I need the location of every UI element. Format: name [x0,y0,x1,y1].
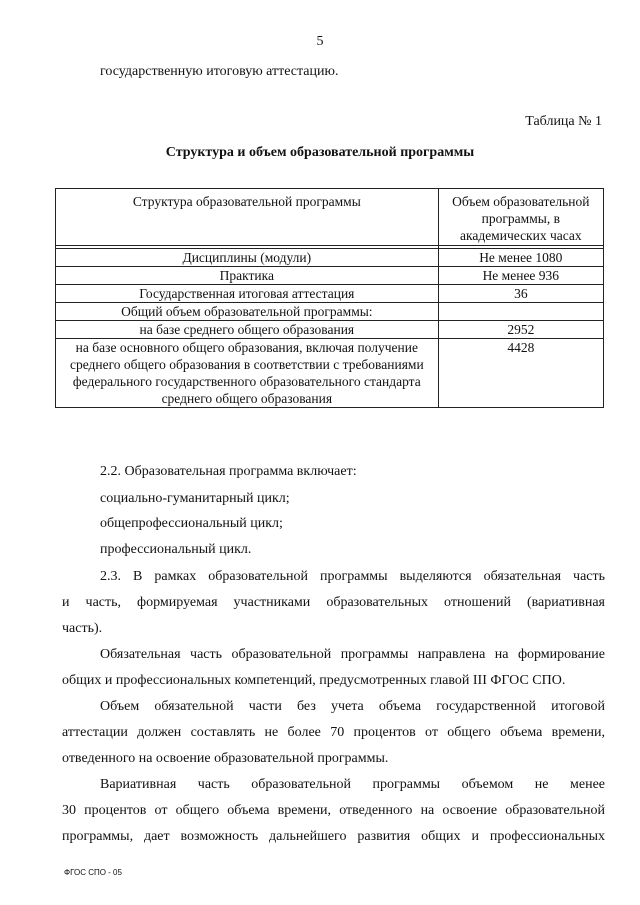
variative-paragraph-line: Вариативная часть образовательной программы объемом не менее [100,777,605,792]
section-2-3-line: часть). [62,621,103,636]
row-volume: Не менее 936 [438,267,603,285]
table-header-row [56,189,604,246]
row-volume: 4428 [438,339,603,408]
table-label: Таблица № 1 [525,114,602,129]
volume-paragraph-line: Объем обязательной части без учета объема государственной итоговой [100,699,605,714]
table-row [56,321,604,339]
section-2-3-line: и часть, формируемая участниками образовательных отношений (вариативная [62,595,605,610]
row-structure: Практика [56,267,439,285]
page-number: 5 [316,34,324,49]
table-row [56,339,604,408]
section-2-2-heading: 2.2. Образовательная программа включает: [100,464,357,479]
list-item: общепрофессиональный цикл; [100,516,283,531]
table-row [56,285,604,303]
list-item: социально-гуманитарный цикл; [100,491,290,506]
header-volume: Объем образовательной программы, в академических часах [438,189,603,246]
row-structure: Государственная итоговая аттестация [56,285,439,303]
variative-paragraph-line: 30 процентов от общего объема времени, отведенного на освоение образовательной [62,803,605,818]
volume-paragraph-line: отведенного на освоение образовательной программы. [62,751,389,766]
mandatory-paragraph-line: общих и профессиональных компетенций, предусмотренных главой III ФГОС СПО. [62,673,566,688]
table-title: Структура и объем образовательной программы [165,145,475,160]
volume-paragraph-line: аттестации должен составлять не более 70 процентов от общего объема времени, [62,725,605,740]
row-structure: на базе основного общего образования, включая получение среднего общего образования в соответствии с требованиями федерального государственного образовательного стандарта среднего общего образования [56,339,439,408]
mandatory-paragraph-line: Обязательная часть образовательной программы направлена на формирование [100,647,605,662]
table-row [56,267,604,285]
row-volume: 2952 [438,321,603,339]
list-item: профессиональный цикл. [100,542,252,557]
variative-paragraph-line: программы, дает возможность дальнейшего развития общих и профессиональных [62,829,605,844]
row-structure: Дисциплины (модули) [56,249,439,267]
row-structure: Общий объем образовательной программы: [56,303,439,321]
footer-code: ФГОС СПО - 05 [64,868,122,877]
row-volume [438,303,603,321]
row-volume: 36 [438,285,603,303]
table-row [56,249,604,267]
row-structure: на базе среднего общего образования [56,321,439,339]
intro-line: государственную итоговую аттестацию. [100,64,339,79]
section-2-3-line: 2.3. В рамках образовательной программы выделяются обязательная часть [100,569,605,584]
program-structure-table [55,188,604,408]
header-structure: Структура образовательной программы [56,189,439,246]
row-volume: Не менее 1080 [438,249,603,267]
table-row [56,303,604,321]
